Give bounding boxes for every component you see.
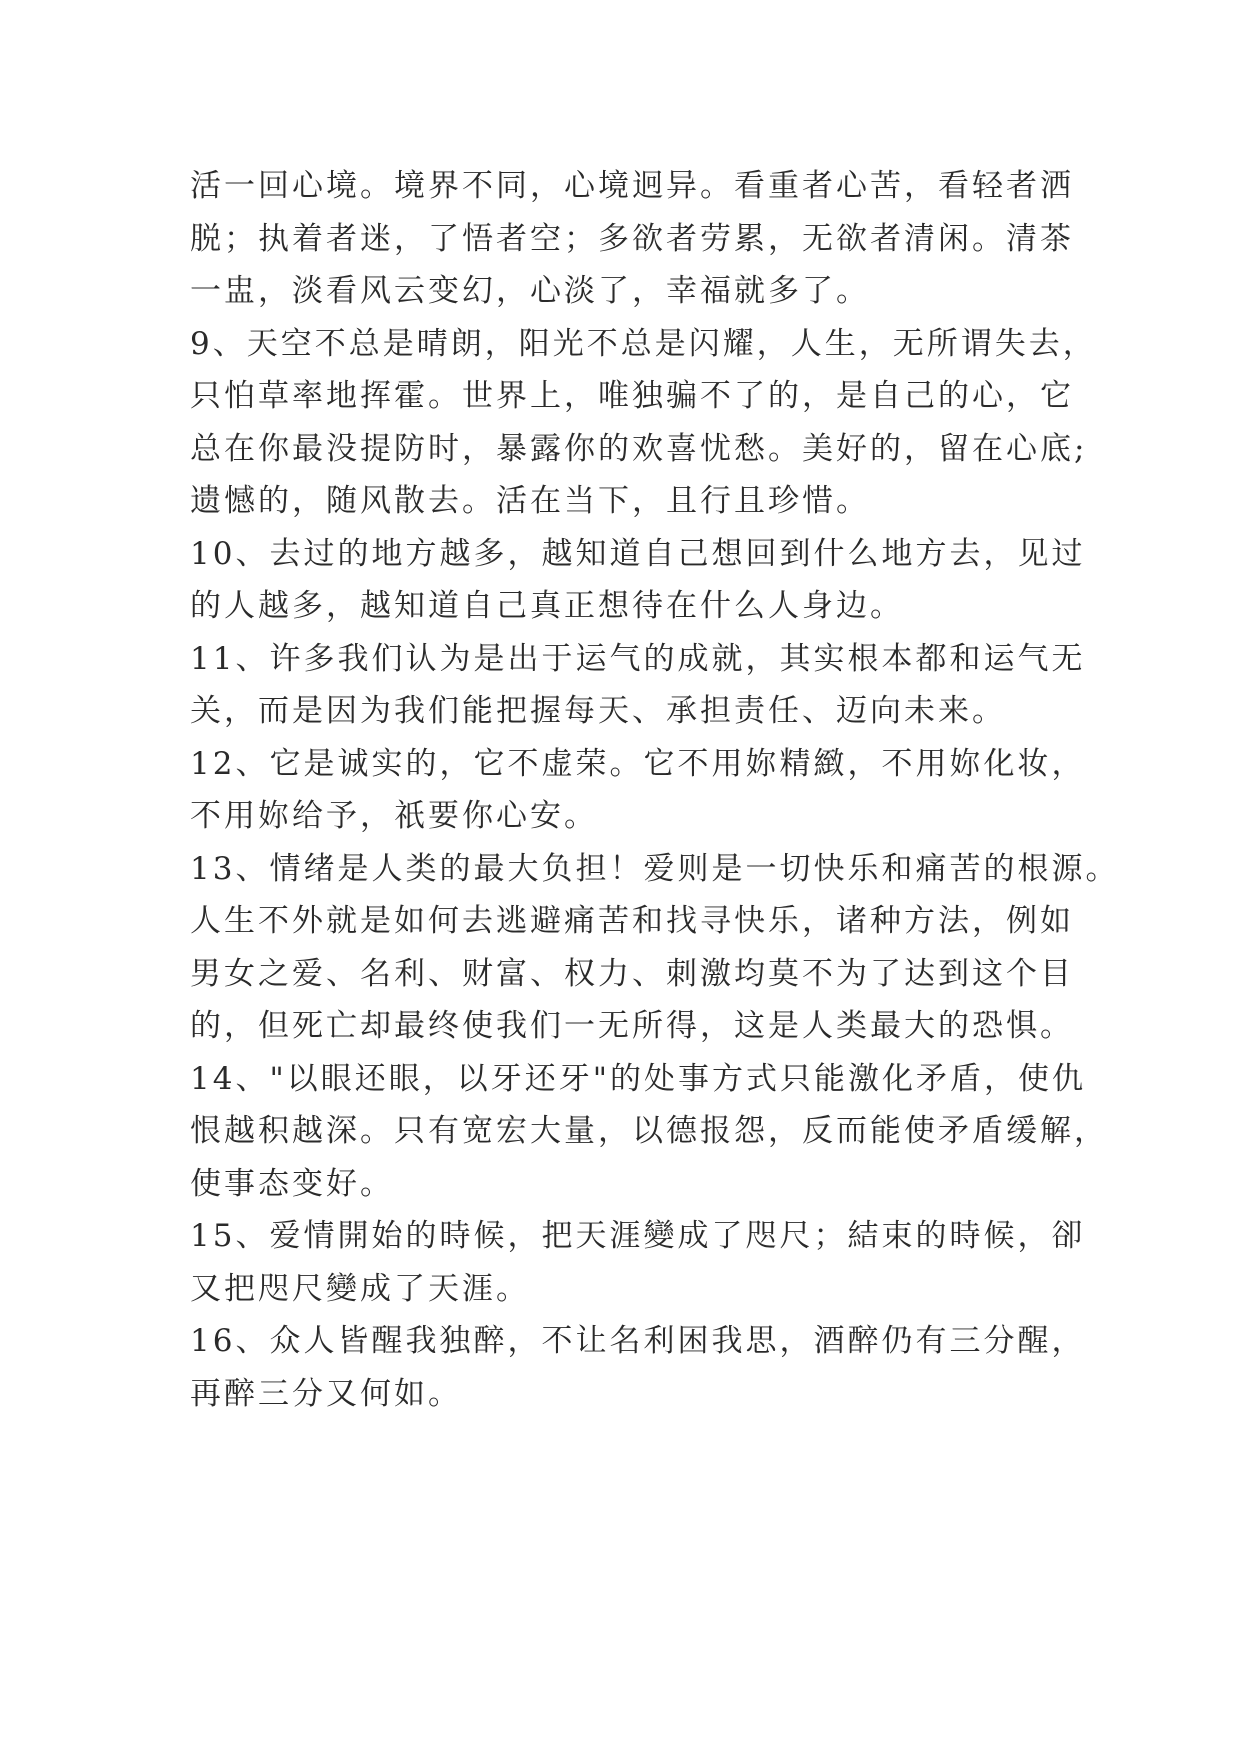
text-line: 脱；执着者迷，了悟者空；多欲者劳累，无欲者清闲。清茶 bbox=[190, 220, 1074, 257]
text-line: 人生不外就是如何去逃避痛苦和找寻快乐，诸种方法，例如 bbox=[190, 903, 1074, 939]
text-line: 使事态变好。 bbox=[190, 1165, 394, 1202]
document-body bbox=[190, 160, 1120, 1420]
text-line: 再醉三分又何如。 bbox=[190, 1375, 462, 1412]
text-line: 一盅，淡看风云变幻，心淡了，幸福就多了。 bbox=[190, 273, 870, 309]
text-line: 11、许多我们认为是出于运气的成就，其实根本都和运气无 bbox=[190, 640, 1086, 677]
text-line: 12、它是诚实的，它不虚荣。它不用妳精緻，不用妳化妆， bbox=[190, 745, 1086, 782]
text-line: 的，但死亡却最终使我们一无所得，这是人类最大的恐惧。 bbox=[190, 1008, 1074, 1044]
text-line: 9、天空不总是晴朗，阳光不总是闪耀，人生，无所谓失去， bbox=[190, 325, 1097, 362]
text-line: 遗憾的，随风散去。活在当下，且行且珍惜。 bbox=[190, 483, 870, 519]
text-line: 关，而是因为我们能把握每天、承担责任、迈向未来。 bbox=[190, 693, 1006, 729]
text-line: 10、去过的地方越多，越知道自己想回到什么地方去，见过 bbox=[190, 535, 1086, 572]
text-line: 恨越积越深。只有宽宏大量，以德报怨，反而能使矛盾缓解， bbox=[190, 1113, 1108, 1149]
text-line: 14、"以眼还眼，以牙还牙"的处事方式只能激化矛盾，使仇 bbox=[190, 1060, 1086, 1097]
text-line: 总在你最没提防时，暴露你的欢喜忧愁。美好的，留在心底; bbox=[190, 430, 1088, 467]
text-line: 的人越多，越知道自己真正想待在什么人身边。 bbox=[190, 588, 904, 624]
text-line: 又把咫尺變成了天涯。 bbox=[190, 1270, 530, 1307]
text-line: 不用妳给予，祇要你心安。 bbox=[190, 798, 598, 834]
text-line: 只怕草率地挥霍。世界上，唯独骗不了的，是自己的心，它 bbox=[190, 378, 1074, 414]
text-line: 男女之爱、名利、财富、权力、刺激均莫不为了达到这个目 bbox=[190, 955, 1074, 992]
text-line: 13、情绪是人类的最大负担！爱则是一切快乐和痛苦的根源。 bbox=[190, 850, 1120, 887]
text-line: 活一回心境。境界不同，心境迥异。看重者心苦，看轻者洒 bbox=[190, 168, 1074, 204]
text-line: 15、爱情開始的時候，把天涯變成了咫尺；結束的時候，卻 bbox=[190, 1218, 1086, 1254]
text-line: 16、众人皆醒我独醉，不让名利困我思，酒醉仍有三分醒， bbox=[190, 1323, 1086, 1359]
